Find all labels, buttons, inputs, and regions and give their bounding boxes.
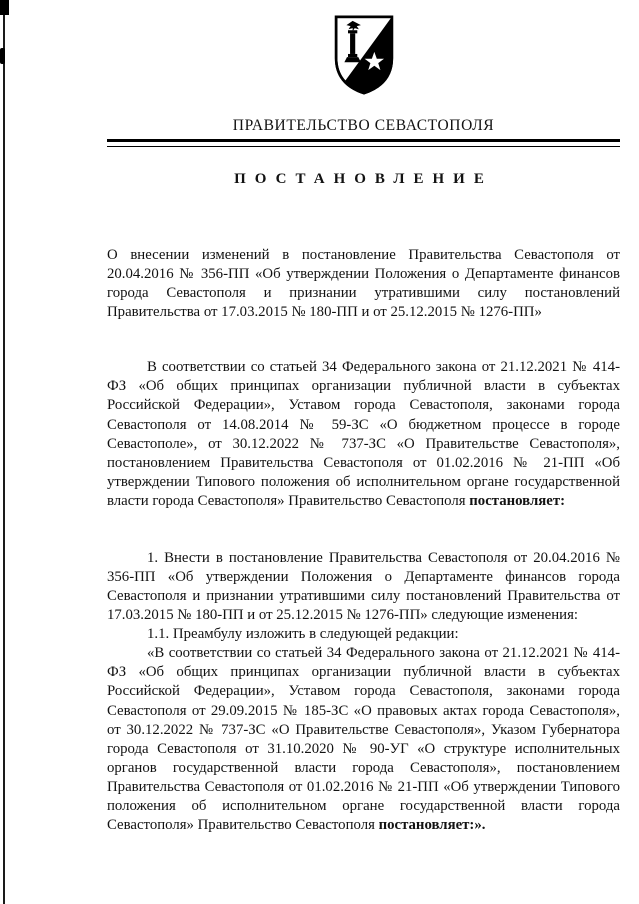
paragraph-preamble-text: В соответствии со статьей 34 Федерального закона от 21.12.2021 № 414-ФЗ «Об общих принципах организации публичной власти в субъектах Российской Федерации», Уставом города Севастополя, законами города Севастополя от 14.08.2014 № 59-ЗС «О бюджетном процессе в городе Севастополе», от 30.12.2022 № 737-ЗС «О Правительстве Севастополя», постановлением Правительства Севастополя от 01.02.2016 № 21-ПП «Об утверждении Типового положения об исполнительном органе государственной власти города Севастополя» Правительство Севастополя bbox=[107, 359, 620, 509]
document-content bbox=[107, 12, 620, 835]
paragraph-preamble-bold: постановляет: bbox=[469, 492, 566, 509]
paragraph-new-preamble-text: «В соответствии со статьей 34 Федерального закона от 21.12.2021 № 414-ФЗ «Об общих принципах организации публичной власти в субъектах Российской Федерации», Уставом города Севастополя, законами города Севастополя от 29.09.2015 № 185-ЗС «О правовых актах города Севастополя», от 30.12.2022 № 737-ЗС «О Правительстве Севастополя», Указом Губернатора города Севастополя от 31.10.2020 № 90-УГ «О структуре исполнительных органов государственной власти города Севастополя», постановлением Правительства Севастополя от 01.02.2016 № 21-ПП «Об утверждении Типового положения об исполнительном органе государственной власти города Севастополя» Правительство Севастополя bbox=[107, 645, 620, 834]
org-name: ПРАВИТЕЛЬСТВО СЕВАСТОПОЛЯ bbox=[232, 117, 495, 134]
paragraph-new-preamble bbox=[107, 644, 620, 835]
scan-artifact-edge-blob bbox=[0, 48, 5, 64]
header-divider bbox=[107, 139, 620, 147]
paragraph-new-preamble-bold: постановляет:». bbox=[378, 817, 486, 834]
paragraph-item-1: 1. Внести в постановление Правительства Севастополя от 20.04.2016 № 356-ПП «Об утверждении Положения о Департаменте финансов города Севастополя и признании утратившими силу постановлений Правительства от 17.03.2015 № 180-ПП и от 25.12.2015 № 1276-ПП» следующие изменения: bbox=[107, 549, 620, 624]
paragraph-preamble bbox=[107, 358, 620, 511]
emblem-container bbox=[107, 12, 620, 103]
doc-type-title: ПОСТАНОВЛЕНИЕ bbox=[234, 171, 493, 187]
scan-artifact-corner-blob bbox=[0, 0, 9, 15]
doc-subject: О внесении изменений в постановление Правительства Севастополя от 20.04.2016 № 356-ПП «Об утверждении Положения о Департаменте финансов города Севастополя и признании утратившими силу постановлений Правительства от 17.03.2015 № 180-ПП и от 25.12.2015 № 1276-ПП» bbox=[107, 247, 620, 321]
sevastopol-coat-of-arms-icon bbox=[332, 12, 396, 103]
paragraph-item-1-1: 1.1. Преамбулу изложить в следующей редакции: bbox=[147, 626, 459, 643]
scan-artifact-left-line bbox=[3, 0, 5, 904]
